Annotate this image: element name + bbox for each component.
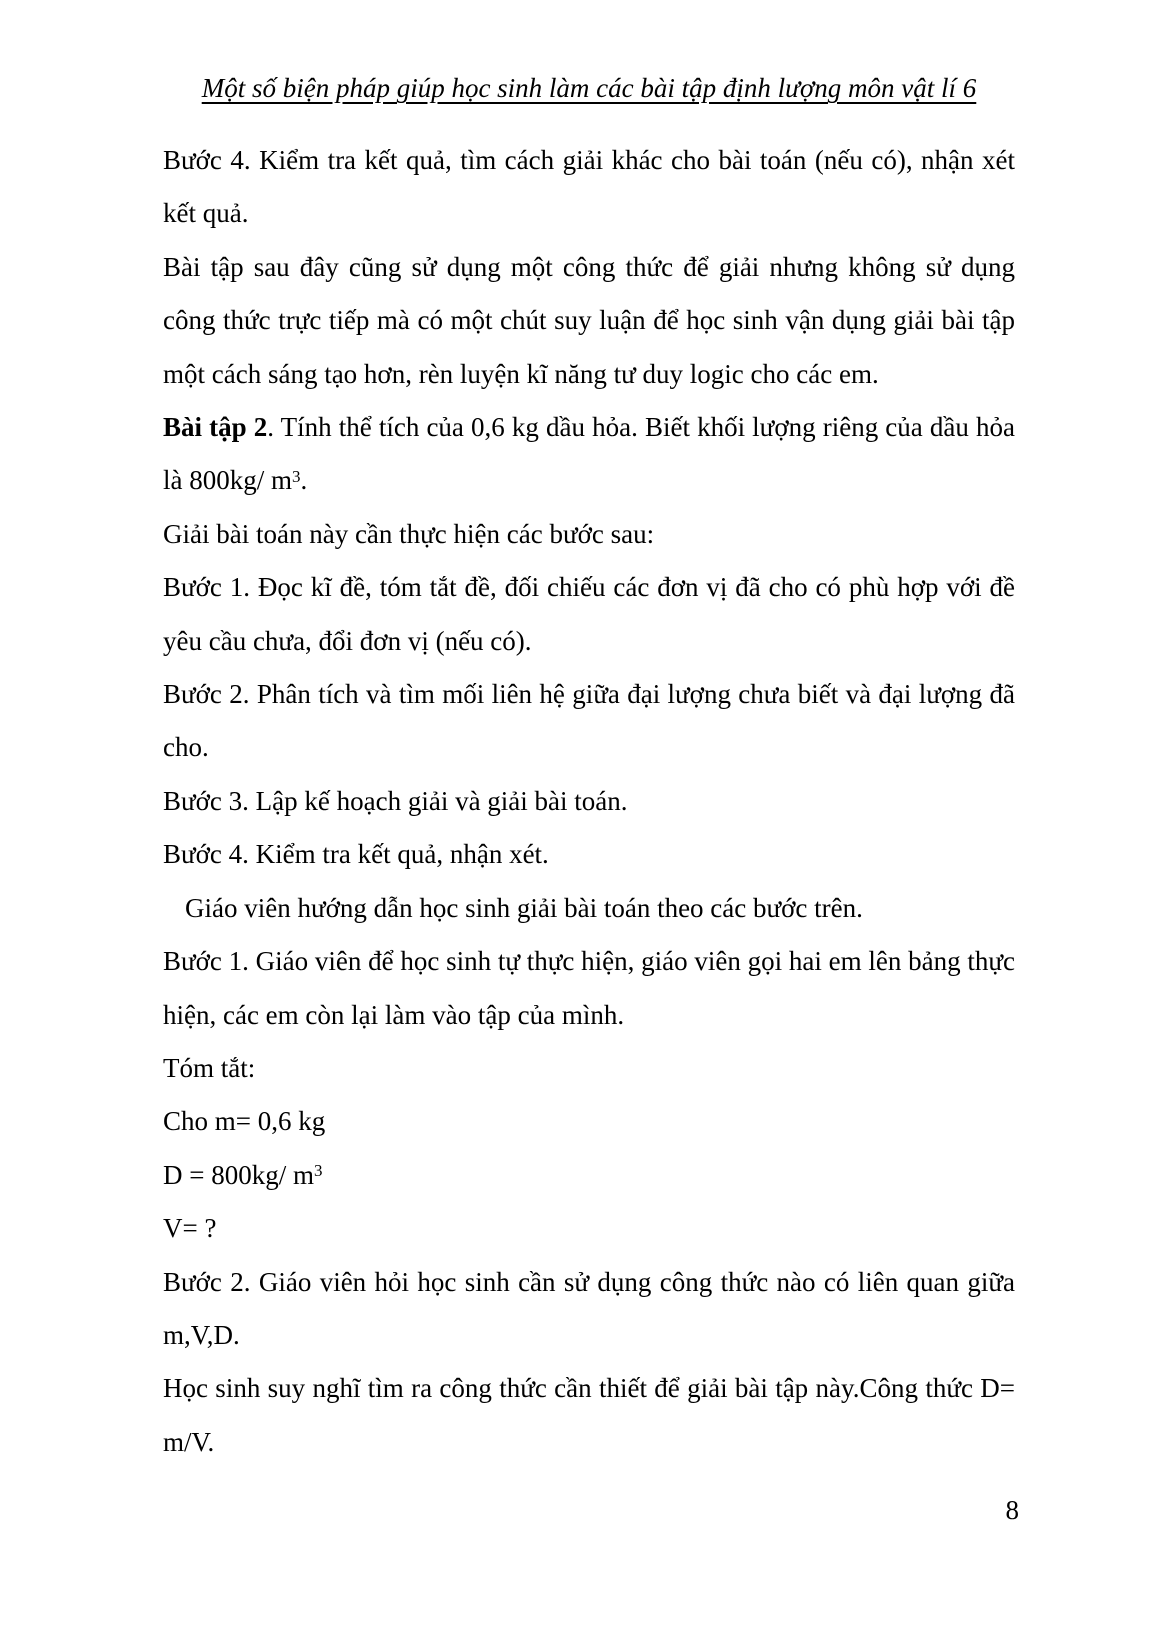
text-run: Bài tập sau đây cũng sử dụng một công thức để giải nhưng không sử dụng công thức trực tiếp mà có một chút suy luận để học sinh vận dụng giải bài tập một cách sáng tạo hơn, rèn luyện kĩ năng tư duy logic cho các em. xyxy=(163,251,1015,389)
text-run: Bước 3. Lập kế hoạch giải và giải bài toán. xyxy=(163,785,628,816)
text-run: Bước 2. Phân tích và tìm mối liên hệ giữa đại lượng chưa biết và đại lượng đã cho. xyxy=(163,679,1015,763)
page-header xyxy=(163,68,1015,108)
paragraph xyxy=(163,1256,1015,1363)
text-run: V= ? xyxy=(163,1213,217,1244)
paragraph xyxy=(163,828,1015,881)
text-run: . Tính thể tích của 0,6 kg dầu hỏa. Biết khối lượng riêng của dầu hỏa là 800kg/ m xyxy=(163,412,1015,496)
paragraph xyxy=(163,775,1015,828)
paragraph xyxy=(163,241,1015,401)
paragraph xyxy=(163,561,1015,668)
text-run: Tóm tắt: xyxy=(163,1052,256,1083)
superscript: 3 xyxy=(292,466,301,486)
text-run: Giáo viên hướng dẫn học sinh giải bài toán theo các bước trên. xyxy=(185,892,863,923)
paragraph xyxy=(163,508,1015,561)
bold-text-run: Bài tập 2 xyxy=(163,412,268,443)
text-run: Bước 1. Đọc kĩ đề, tóm tắt đề, đối chiếu các đơn vị đã cho có phù hợp với đề yêu cầu chưa, đổi đơn vị (nếu có). xyxy=(163,572,1015,656)
paragraph xyxy=(163,401,1015,508)
header-title: Một số biện pháp giúp học sinh làm các bài tập định lượng môn vật lí 6 xyxy=(201,73,977,103)
paragraph xyxy=(163,1149,1015,1202)
text-run: Học sinh suy nghĩ tìm ra công thức cần thiết để giải bài tập này.Công thức D= m/V. xyxy=(163,1373,1015,1457)
text-run: Bước 4. Kiểm tra kết quả, tìm cách giải khác cho bài toán (nếu có), nhận xét kết quả. xyxy=(163,145,1015,229)
superscript: 3 xyxy=(313,1161,323,1181)
paragraph xyxy=(163,935,1015,1042)
paragraph xyxy=(163,882,1015,935)
text-run: Bước 4. Kiểm tra kết quả, nhận xét. xyxy=(163,839,549,870)
text-run: Bước 1. Giáo viên để học sinh tự thực hiện, giáo viên gọi hai em lên bảng thực hiện, các em còn lại làm vào tập của mình. xyxy=(163,946,1015,1030)
paragraph xyxy=(163,668,1015,775)
text-run: Bước 2. Giáo viên hỏi học sinh cần sử dụng công thức nào có liên quan giữa m,V,D. xyxy=(163,1266,1015,1350)
paragraph xyxy=(163,1042,1015,1095)
text-run: Cho m= 0,6 kg xyxy=(163,1106,326,1137)
page-footer xyxy=(163,1490,1019,1530)
paragraph xyxy=(163,1362,1015,1469)
paragraph xyxy=(163,134,1015,241)
paragraph xyxy=(163,1095,1015,1148)
paragraph xyxy=(163,1202,1015,1255)
text-run: D = 800kg/ m xyxy=(163,1159,314,1190)
text-run: Giải bài toán này cần thực hiện các bước sau: xyxy=(163,518,655,549)
page-number: 8 xyxy=(1005,1495,1019,1525)
document-body xyxy=(163,134,1015,1469)
text-run: . xyxy=(300,465,308,496)
